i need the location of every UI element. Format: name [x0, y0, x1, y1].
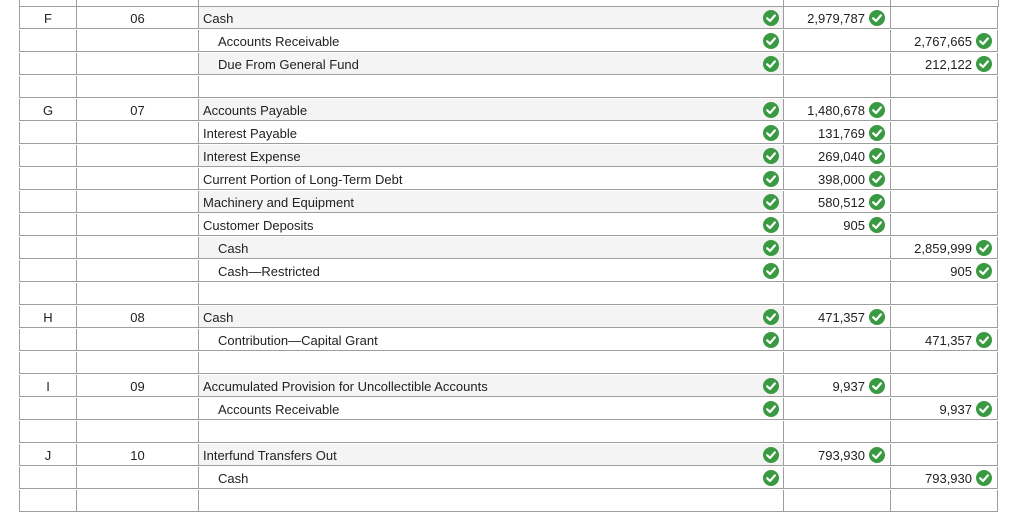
check-circle-icon	[869, 378, 885, 394]
transaction-letter-cell	[19, 398, 76, 420]
account-name: Accounts Receivable	[218, 34, 340, 49]
check-circle-icon	[869, 447, 885, 463]
credit-cell[interactable]	[890, 214, 998, 236]
account-field[interactable]	[199, 260, 783, 282]
account-select-cell[interactable]	[198, 467, 783, 489]
entry-number-cell	[76, 398, 198, 420]
debit-cell[interactable]	[783, 191, 890, 213]
entry-number-cell	[76, 329, 198, 351]
journal-line-row	[0, 99, 1022, 122]
debit-amount[interactable]: 580,512	[818, 195, 865, 210]
credit-cell[interactable]	[890, 7, 998, 29]
entry-number-cell	[76, 168, 198, 190]
entry-number-cell	[76, 7, 198, 29]
credit-cell[interactable]	[890, 467, 998, 489]
transaction-letter: F	[44, 11, 52, 26]
entry-number: 08	[130, 310, 145, 325]
entry-number-cell	[76, 444, 198, 466]
account-select-cell[interactable]	[198, 329, 783, 351]
account-select-cell[interactable]	[198, 398, 783, 420]
check-circle-icon	[763, 171, 779, 187]
check-circle-icon	[763, 56, 779, 72]
check-circle-icon	[763, 447, 779, 463]
account-field[interactable]	[199, 7, 783, 29]
account-select-cell[interactable]	[198, 260, 783, 282]
blank-cell	[890, 490, 998, 512]
account-select-cell[interactable]	[198, 306, 783, 328]
account-name: Cash	[203, 11, 234, 26]
transaction-letter-cell	[19, 467, 76, 489]
entry-number-cell	[76, 214, 198, 236]
check-circle-icon	[763, 401, 779, 417]
account-name: Accounts Receivable	[218, 402, 340, 417]
account-field[interactable]	[199, 237, 783, 259]
credit-cell[interactable]	[890, 375, 998, 397]
blank-cell	[783, 421, 890, 443]
check-circle-icon	[976, 56, 992, 72]
transaction-letter-cell	[19, 306, 76, 328]
account-field[interactable]	[199, 214, 783, 236]
debit-cell[interactable]	[783, 467, 890, 489]
blank-cell	[783, 76, 890, 98]
transaction-letter: G	[42, 103, 54, 118]
debit-amount[interactable]: 793,930	[818, 448, 865, 463]
blank-cell	[198, 490, 783, 512]
account-select-cell[interactable]	[198, 191, 783, 213]
debit-cell[interactable]	[783, 53, 890, 75]
grid-line	[198, 0, 199, 7]
account-select-cell[interactable]	[198, 444, 783, 466]
credit-cell[interactable]	[890, 237, 998, 259]
journal-line-row	[0, 30, 1022, 53]
entry-number-cell	[76, 375, 198, 397]
blank-cell	[76, 76, 198, 98]
account-select-cell[interactable]	[198, 375, 783, 397]
account-field[interactable]	[199, 145, 783, 167]
account-field[interactable]	[199, 99, 783, 121]
transaction-letter: H	[43, 310, 53, 325]
account-field[interactable]	[199, 329, 783, 351]
entry-number-cell	[76, 145, 198, 167]
blank-cell	[198, 283, 783, 305]
journal-line-row	[0, 398, 1022, 421]
account-name: Interfund Transfers Out	[203, 448, 337, 463]
transaction-letter-cell	[19, 30, 76, 52]
transaction-letter-cell	[19, 375, 76, 397]
blank-cell	[783, 352, 890, 374]
debit-cell[interactable]	[783, 444, 890, 466]
check-circle-icon	[763, 148, 779, 164]
blank-cell	[19, 490, 76, 512]
credit-amount[interactable]: 2,859,999	[914, 241, 972, 256]
grid-line	[783, 0, 784, 7]
debit-cell[interactable]	[783, 398, 890, 420]
credit-amount[interactable]: 471,357	[925, 333, 972, 348]
check-circle-icon	[869, 309, 885, 325]
account-name: Customer Deposits	[203, 218, 314, 233]
transaction-letter: I	[46, 379, 50, 394]
blank-cell	[76, 490, 198, 512]
account-name: Cash	[218, 471, 249, 486]
account-field[interactable]	[199, 191, 783, 213]
entry-number: 09	[130, 379, 145, 394]
entry-number-cell	[76, 53, 198, 75]
credit-cell[interactable]	[890, 260, 998, 282]
blank-cell	[890, 283, 998, 305]
journal-line-row	[0, 7, 1022, 30]
credit-cell[interactable]	[890, 329, 998, 351]
check-circle-icon	[763, 378, 779, 394]
debit-amount[interactable]: 471,357	[818, 310, 865, 325]
account-name: Accounts Payable	[203, 103, 308, 118]
transaction-letter-cell	[19, 191, 76, 213]
check-circle-icon	[976, 470, 992, 486]
account-field[interactable]	[199, 168, 783, 190]
check-circle-icon	[976, 332, 992, 348]
entry-number-cell	[76, 306, 198, 328]
entry-number-cell	[76, 30, 198, 52]
transaction-letter-cell	[19, 53, 76, 75]
account-field[interactable]	[199, 30, 783, 52]
blank-cell	[76, 352, 198, 374]
blank-row	[0, 283, 1022, 306]
debit-cell[interactable]	[783, 30, 890, 52]
blank-cell	[783, 283, 890, 305]
account-name: Machinery and Equipment	[203, 195, 355, 210]
entry-number-cell	[76, 467, 198, 489]
account-field[interactable]	[199, 122, 783, 144]
credit-cell[interactable]	[890, 30, 998, 52]
account-field[interactable]	[199, 306, 783, 328]
check-circle-icon	[869, 125, 885, 141]
account-name: Contribution—Capital Grant	[218, 333, 378, 348]
credit-cell[interactable]	[890, 168, 998, 190]
blank-cell	[76, 283, 198, 305]
debit-cell[interactable]	[783, 145, 890, 167]
transaction-letter-cell	[19, 237, 76, 259]
check-circle-icon	[869, 148, 885, 164]
blank-row	[0, 352, 1022, 375]
debit-amount[interactable]: 1,480,678	[807, 103, 865, 118]
journal-line-row	[0, 168, 1022, 191]
account-select-cell[interactable]	[198, 7, 783, 29]
credit-amount[interactable]: 793,930	[925, 471, 972, 486]
journal-line-row	[0, 237, 1022, 260]
debit-cell[interactable]	[783, 329, 890, 351]
account-select-cell[interactable]	[198, 237, 783, 259]
check-circle-icon	[976, 240, 992, 256]
account-name: Accumulated Provision for Uncollectible Accounts	[203, 379, 488, 394]
blank-cell	[198, 76, 783, 98]
blank-cell	[198, 352, 783, 374]
account-field[interactable]	[199, 53, 783, 75]
transaction-letter-cell	[19, 99, 76, 121]
account-field[interactable]	[199, 444, 783, 466]
credit-amount[interactable]: 9,937	[939, 402, 972, 417]
check-circle-icon	[763, 10, 779, 26]
journal-line-row	[0, 467, 1022, 490]
debit-amount[interactable]: 2,979,787	[807, 11, 865, 26]
credit-amount[interactable]: 905	[950, 264, 972, 279]
blank-cell	[890, 352, 998, 374]
blank-row	[0, 421, 1022, 444]
credit-amount[interactable]: 212,122	[925, 57, 972, 72]
debit-amount[interactable]: 131,769	[818, 126, 865, 141]
journal-line-row	[0, 122, 1022, 145]
check-circle-icon	[976, 33, 992, 49]
journal-line-row	[0, 53, 1022, 76]
check-circle-icon	[763, 33, 779, 49]
entry-number-cell	[76, 237, 198, 259]
account-field[interactable]	[199, 398, 783, 420]
grid-line	[19, 0, 20, 7]
transaction-letter: J	[44, 448, 52, 463]
credit-amount[interactable]: 2,767,665	[914, 34, 972, 49]
blank-cell	[198, 421, 783, 443]
transaction-letter-cell	[19, 329, 76, 351]
transaction-letter-cell	[19, 214, 76, 236]
blank-cell	[19, 352, 76, 374]
grid-line	[76, 0, 77, 7]
debit-cell[interactable]	[783, 260, 890, 282]
blank-row	[0, 76, 1022, 99]
debit-amount[interactable]: 398,000	[818, 172, 865, 187]
entry-number-cell	[76, 260, 198, 282]
entry-number-cell	[76, 99, 198, 121]
account-select-cell[interactable]	[198, 53, 783, 75]
account-select-cell[interactable]	[198, 30, 783, 52]
credit-cell[interactable]	[890, 306, 998, 328]
check-circle-icon	[869, 10, 885, 26]
blank-cell	[783, 490, 890, 512]
debit-cell[interactable]	[783, 214, 890, 236]
entry-number: 10	[130, 448, 145, 463]
account-select-cell[interactable]	[198, 122, 783, 144]
debit-amount[interactable]: 269,040	[818, 149, 865, 164]
transaction-letter-cell	[19, 145, 76, 167]
journal-line-row	[0, 375, 1022, 398]
account-select-cell[interactable]	[198, 99, 783, 121]
check-circle-icon	[763, 470, 779, 486]
journal-line-row	[0, 145, 1022, 168]
journal-line-row	[0, 329, 1022, 352]
blank-cell	[19, 76, 76, 98]
credit-cell[interactable]	[890, 122, 998, 144]
debit-cell[interactable]	[783, 237, 890, 259]
blank-cell	[19, 421, 76, 443]
check-circle-icon	[763, 263, 779, 279]
check-circle-icon	[869, 102, 885, 118]
check-circle-icon	[763, 240, 779, 256]
blank-cell	[76, 421, 198, 443]
account-name: Interest Expense	[203, 149, 301, 164]
journal-line-row	[0, 260, 1022, 283]
credit-cell[interactable]	[890, 444, 998, 466]
check-circle-icon	[763, 217, 779, 233]
entry-number: 06	[130, 11, 145, 26]
check-circle-icon	[763, 125, 779, 141]
debit-amount[interactable]: 9,937	[832, 379, 865, 394]
check-circle-icon	[763, 309, 779, 325]
journal-line-row	[0, 306, 1022, 329]
debit-cell[interactable]	[783, 99, 890, 121]
account-name: Due From General Fund	[218, 57, 359, 72]
blank-cell	[19, 283, 76, 305]
journal-line-row	[0, 444, 1022, 467]
check-circle-icon	[763, 332, 779, 348]
transaction-letter-cell	[19, 122, 76, 144]
account-name: Current Portion of Long-Term Debt	[203, 172, 403, 187]
check-circle-icon	[869, 194, 885, 210]
check-circle-icon	[763, 102, 779, 118]
debit-cell[interactable]	[783, 375, 890, 397]
entry-number-cell	[76, 191, 198, 213]
debit-cell[interactable]	[783, 122, 890, 144]
account-name: Cash—Restricted	[218, 264, 320, 279]
check-circle-icon	[763, 194, 779, 210]
transaction-letter-cell	[19, 168, 76, 190]
debit-cell[interactable]	[783, 168, 890, 190]
credit-cell[interactable]	[890, 53, 998, 75]
journal-line-row	[0, 214, 1022, 237]
account-name: Interest Payable	[203, 126, 297, 141]
credit-cell[interactable]	[890, 191, 998, 213]
transaction-letter-cell	[19, 7, 76, 29]
credit-cell[interactable]	[890, 145, 998, 167]
transaction-letter-cell	[19, 260, 76, 282]
grid-line	[998, 0, 999, 7]
check-circle-icon	[869, 217, 885, 233]
account-field[interactable]	[199, 467, 783, 489]
check-circle-icon	[976, 263, 992, 279]
blank-cell	[890, 421, 998, 443]
account-name: Cash	[218, 241, 249, 256]
account-name: Cash	[203, 310, 234, 325]
entry-number: 07	[130, 103, 145, 118]
check-circle-icon	[869, 171, 885, 187]
journal-line-row	[0, 191, 1022, 214]
transaction-letter-cell	[19, 444, 76, 466]
account-select-cell[interactable]	[198, 168, 783, 190]
account-field[interactable]	[199, 375, 783, 397]
check-circle-icon	[976, 401, 992, 417]
blank-cell	[890, 76, 998, 98]
grid-line	[890, 0, 891, 7]
entry-number-cell	[76, 122, 198, 144]
debit-amount[interactable]: 905	[843, 218, 865, 233]
debit-cell[interactable]	[783, 306, 890, 328]
debit-cell[interactable]	[783, 7, 890, 29]
account-select-cell[interactable]	[198, 145, 783, 167]
credit-cell[interactable]	[890, 99, 998, 121]
credit-cell[interactable]	[890, 398, 998, 420]
account-select-cell[interactable]	[198, 214, 783, 236]
